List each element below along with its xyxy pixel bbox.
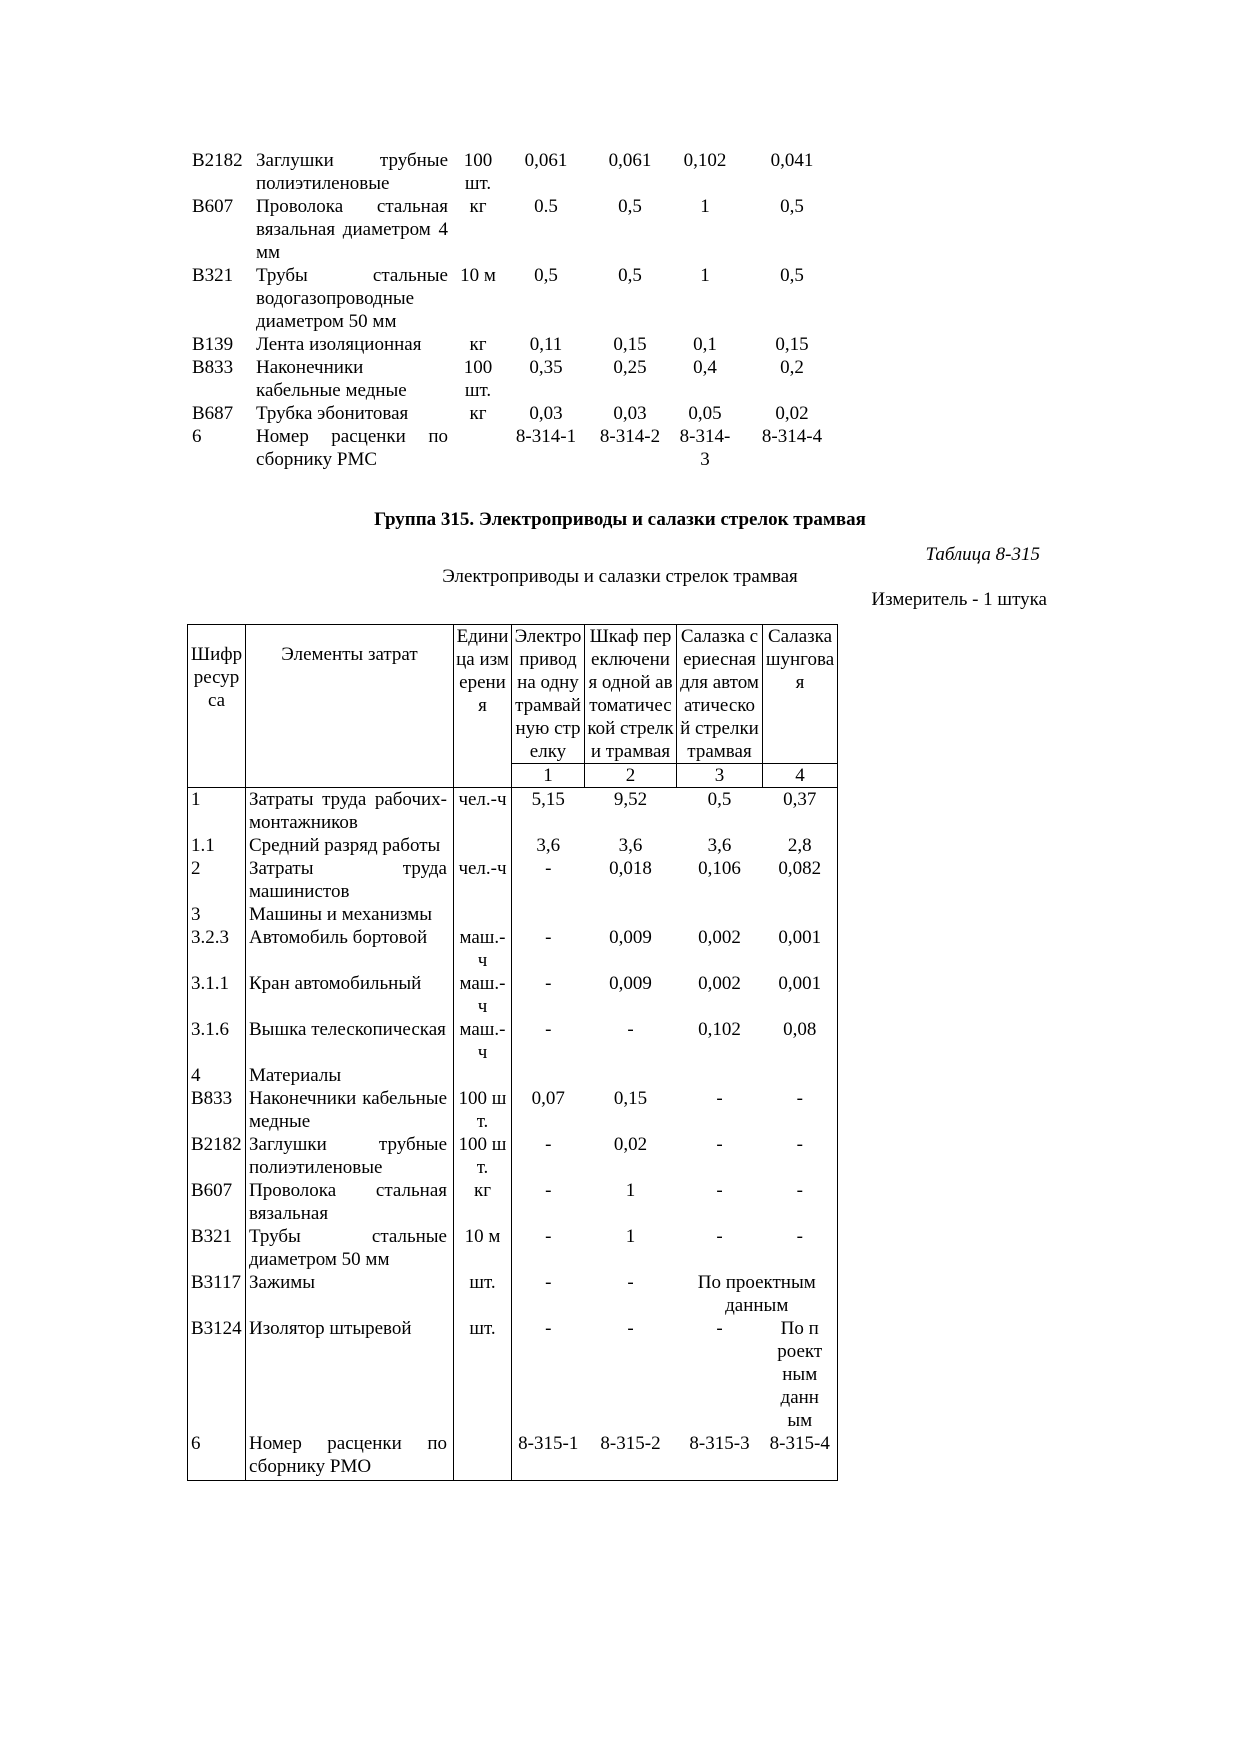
- cost-element: Заглушки трубные полиэтиленовые: [256, 150, 448, 194]
- value-2: 3,6: [618, 835, 643, 856]
- resource-code: В2182: [192, 150, 243, 171]
- header-num-2: 2: [585, 764, 677, 788]
- table-row: [188, 1179, 838, 1225]
- unit: маш.-ч: [454, 926, 512, 972]
- table-row: [190, 333, 846, 356]
- value-4: -: [796, 1088, 803, 1109]
- header-col1: Электропривод на одну трамвайную стрелку: [512, 625, 585, 764]
- value-4: 0,37: [763, 788, 838, 835]
- resource-code: В3117: [188, 1271, 246, 1317]
- cost-element: Трубы стальные диаметром 50 мм: [246, 1225, 454, 1271]
- unit: 100 шт.: [454, 1087, 512, 1133]
- value-1: 0.5: [534, 196, 558, 217]
- resource-code: 1.1: [188, 834, 246, 857]
- resource-code: 3.1.6: [188, 1018, 246, 1064]
- value-3: 0,4: [693, 357, 717, 378]
- value-2: 0,5: [618, 265, 642, 286]
- value-2: 8-314-2: [599, 426, 661, 447]
- table-row: [188, 926, 838, 972]
- value-1: -: [545, 858, 552, 879]
- value-1: 0,03: [529, 403, 563, 424]
- value-4: 0,082: [778, 858, 822, 879]
- cost-element: Изолятор штыревой: [246, 1317, 454, 1432]
- unit: [454, 834, 512, 857]
- value-1: -: [545, 927, 552, 948]
- table-row: [188, 972, 838, 1018]
- unit: чел.-ч: [454, 857, 512, 903]
- value-2: 0,03: [613, 403, 647, 424]
- value-2: 0,009: [609, 927, 652, 948]
- value-2: 0,25: [613, 357, 647, 378]
- value-3: -: [716, 1134, 723, 1155]
- cost-element: Зажимы: [246, 1271, 454, 1317]
- value-1: -: [545, 1226, 552, 1247]
- value-3-4: По проектным данным: [697, 1272, 816, 1316]
- unit: маш.-ч: [454, 1018, 512, 1064]
- unit: 100 шт.: [463, 150, 493, 194]
- value-2: -: [627, 1019, 634, 1040]
- table-row: [188, 1064, 838, 1087]
- cost-element: Автомобиль бортовой: [246, 926, 454, 972]
- value-3: -: [716, 1088, 723, 1109]
- value-2: [585, 903, 677, 926]
- value-4: 0,15: [775, 334, 809, 355]
- header-col3: Салазка сериесная для автоматической стрелки трамвая: [677, 625, 763, 764]
- resource-code: В2182: [188, 1133, 246, 1179]
- value-3: 0,002: [698, 973, 741, 994]
- unit: [452, 425, 504, 471]
- unit: чел.-ч: [454, 788, 512, 835]
- cost-element: Материалы: [246, 1064, 454, 1087]
- unit: кг: [454, 1179, 512, 1225]
- value-4: -: [796, 1134, 803, 1155]
- value-1: 0,5: [534, 265, 558, 286]
- value-3: 0,05: [688, 403, 722, 424]
- table-caption: Электроприводы и салазки стрелок трамвая: [442, 566, 798, 587]
- value-3: -: [716, 1226, 723, 1247]
- value-1: 0,07: [531, 1088, 565, 1109]
- header-name: Элементы затрат: [246, 625, 454, 788]
- value-1: -: [545, 1134, 552, 1155]
- value-2: 0,15: [613, 1088, 648, 1109]
- value-1: -: [545, 973, 552, 994]
- value-2: 0,018: [609, 858, 652, 879]
- value-4: 2,8: [787, 835, 812, 856]
- cost-element: Номер расценки по сборнику РМО: [246, 1432, 454, 1481]
- cost-element: Затраты труда машинистов: [246, 857, 454, 903]
- table-row: [190, 402, 846, 425]
- value-1: 8-315-1: [518, 1433, 579, 1454]
- resource-code: В833: [192, 357, 234, 378]
- value-2: 0,009: [609, 973, 652, 994]
- value-3: 0,102: [683, 150, 727, 171]
- header-num-1: 1: [512, 764, 585, 788]
- value-1: -: [545, 1180, 552, 1201]
- unit: кг: [469, 334, 487, 355]
- cost-element: Наконечники кабельные медные: [246, 1087, 454, 1133]
- resource-code: В607: [188, 1179, 246, 1225]
- table-row: [188, 857, 838, 903]
- value-1: -: [545, 1019, 552, 1040]
- value-4: 0,5: [780, 265, 804, 286]
- cost-element: Затраты труда рабочих-монтажников: [246, 788, 454, 835]
- value-1: 0,061: [524, 150, 568, 171]
- unit: 100 шт.: [454, 1133, 512, 1179]
- resource-code: В321: [188, 1225, 246, 1271]
- value-3: -: [716, 1180, 723, 1201]
- cost-element: Средний разряд работы: [246, 834, 454, 857]
- value-4: 0,5: [780, 196, 804, 217]
- value-1: -: [545, 1272, 552, 1293]
- table-row: [190, 149, 846, 195]
- value-1: 0,11: [529, 334, 563, 355]
- resource-code: 3.2.3: [188, 926, 246, 972]
- table-row: [188, 1087, 838, 1133]
- value-3: 0,1: [693, 334, 717, 355]
- value-3: 1: [700, 265, 710, 286]
- value-3: -: [716, 1318, 723, 1339]
- table-row: [188, 1271, 838, 1317]
- header-col2: Шкаф переключения одной автоматической стрелки трамвая: [585, 625, 677, 764]
- table-row: [188, 788, 838, 835]
- group-title: Группа 315. Электроприводы и салазки стрелок трамвая: [374, 509, 866, 530]
- value-1: -: [545, 1318, 552, 1339]
- table-row: [190, 356, 846, 402]
- unit: кг: [469, 196, 487, 217]
- table-row: [188, 1432, 838, 1481]
- value-2: 1: [625, 1226, 636, 1247]
- value-4: 0,041: [770, 150, 814, 171]
- value-4: 0,001: [778, 927, 822, 948]
- value-4: 0,08: [783, 1019, 817, 1040]
- value-1: 8-314-1: [515, 426, 577, 447]
- resource-code: В139: [192, 334, 234, 355]
- table-row: [188, 1225, 838, 1271]
- value-2: -: [627, 1318, 634, 1339]
- table-row: [188, 1317, 838, 1432]
- value-3: [677, 1064, 763, 1087]
- unit: [454, 1064, 512, 1087]
- resource-code: 6: [192, 426, 202, 447]
- cost-element: Вышка телескопическая: [246, 1018, 454, 1064]
- header-col4: Салазка шунговая: [763, 625, 838, 764]
- unit: [454, 903, 512, 926]
- value-2: [585, 1064, 677, 1087]
- resource-code: 2: [188, 857, 246, 903]
- unit: маш.-ч: [454, 972, 512, 1018]
- value-4: [763, 903, 838, 926]
- value-2: 1: [625, 1180, 636, 1201]
- value-4: -: [796, 1180, 803, 1201]
- cost-element: Заглушки трубные полиэтиленовые: [246, 1133, 454, 1179]
- resource-code: В607: [192, 196, 234, 217]
- resource-code: 3: [188, 903, 246, 926]
- value-1: [512, 903, 585, 926]
- unit-label: Измеритель - 1 штука: [871, 589, 1047, 610]
- resource-code: В687: [192, 403, 234, 424]
- value-1: 3,6: [536, 835, 561, 856]
- value-4: 8-315-4: [769, 1433, 830, 1454]
- unit: 100 шт.: [463, 357, 493, 401]
- value-2: -: [627, 1272, 634, 1293]
- value-1: [512, 1064, 585, 1087]
- resource-code: 6: [188, 1432, 246, 1481]
- resource-code: 4: [188, 1064, 246, 1087]
- value-1: 0,35: [529, 357, 563, 378]
- resource-code: В321: [192, 265, 234, 286]
- unit: шт.: [454, 1271, 512, 1317]
- table-row: [188, 834, 838, 857]
- table-row: [188, 1133, 838, 1179]
- cost-element: Трубы стальные водогазопроводные диаметром 50 мм: [256, 265, 448, 332]
- value-3: 0,102: [698, 1019, 741, 1040]
- value-3: 0,002: [698, 927, 741, 948]
- cost-element: Лента изоляционная: [256, 334, 422, 355]
- value-3: 3,6: [707, 835, 732, 856]
- value-2: 0,5: [618, 196, 642, 217]
- cost-element: Трубка эбонитовая: [256, 403, 409, 424]
- cost-element: Номер расценки по сборнику РМС: [256, 426, 448, 470]
- value-2: 0,15: [613, 334, 647, 355]
- table-label: Таблица 8-315: [925, 544, 1040, 565]
- cost-element: Машины и механизмы: [246, 903, 454, 926]
- value-3: 8-314-3: [679, 426, 731, 470]
- value-2: 9,52: [585, 788, 677, 835]
- value-2: 0,02: [613, 1134, 648, 1155]
- value-3: 0,106: [698, 858, 741, 879]
- header-code: Шифр ресурса: [188, 625, 246, 788]
- value-3: 0,5: [677, 788, 763, 835]
- resource-code: 3.1.1: [188, 972, 246, 1018]
- unit: шт.: [454, 1317, 512, 1432]
- value-4: 0,2: [780, 357, 804, 378]
- cost-element: Кран автомобильный: [246, 972, 454, 1018]
- value-1: 5,15: [512, 788, 585, 835]
- header-num-3: 3: [677, 764, 763, 788]
- resource-code: В833: [188, 1087, 246, 1133]
- value-3: [677, 903, 763, 926]
- value-4: 0,02: [775, 403, 809, 424]
- table-row: [190, 425, 846, 471]
- value-2: 8-315-2: [600, 1433, 661, 1454]
- table-row: [190, 195, 846, 264]
- value-3: 1: [700, 196, 710, 217]
- cost-element: Проволока стальная вязальная диаметром 4 мм: [256, 196, 448, 263]
- table-row: [190, 264, 846, 333]
- previous-table-continuation: [190, 149, 846, 471]
- cost-element: Наконечники кабельные медные: [256, 357, 407, 401]
- table-row: [188, 1018, 838, 1064]
- unit: кг: [469, 403, 487, 424]
- value-4: -: [796, 1226, 803, 1247]
- cost-element: Проволока стальная вязальная: [246, 1179, 454, 1225]
- unit: 10 м: [460, 265, 496, 286]
- header-unit: Единица измерения: [454, 625, 512, 788]
- value-3: 8-315-3: [689, 1433, 750, 1454]
- value-4: По проектным данным: [777, 1318, 823, 1431]
- unit: [454, 1432, 512, 1481]
- main-table: [187, 624, 838, 1481]
- value-4: 8-314-4: [761, 426, 823, 447]
- value-4: [763, 1064, 838, 1087]
- header-num-4: 4: [763, 764, 838, 788]
- unit: 10 м: [454, 1225, 512, 1271]
- resource-code: В3124: [188, 1317, 246, 1432]
- resource-code: 1: [188, 788, 246, 835]
- value-2: 0,061: [608, 150, 652, 171]
- value-4: 0,001: [778, 973, 822, 994]
- table-row: [188, 903, 838, 926]
